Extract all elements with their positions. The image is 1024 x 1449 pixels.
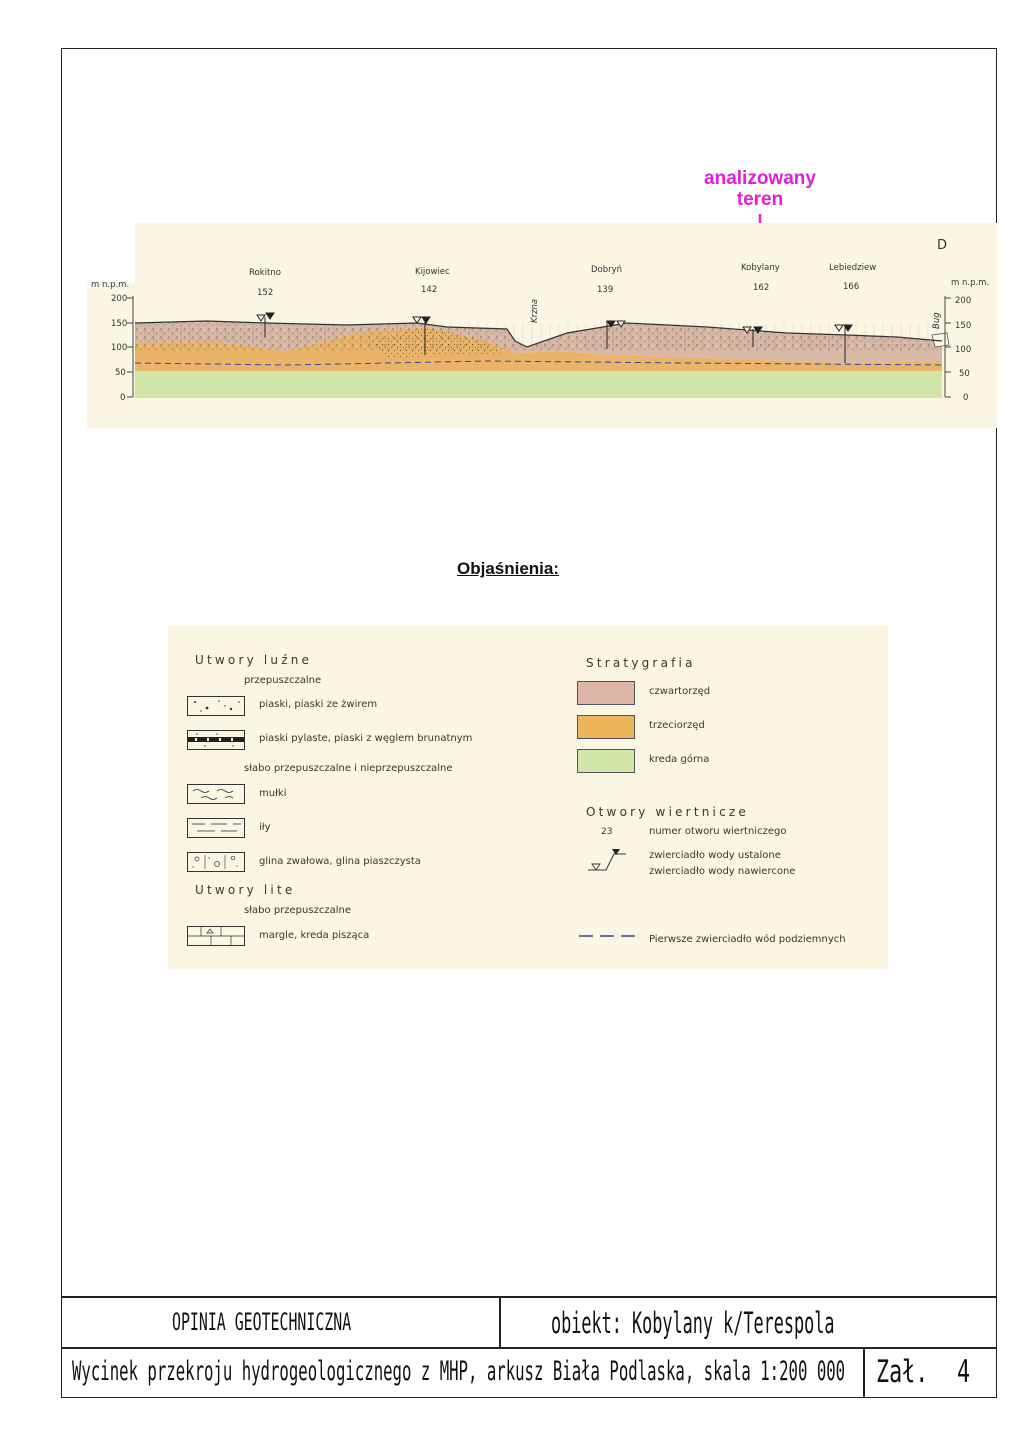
tick-left-50: 50	[115, 368, 126, 378]
tick-left-150: 150	[111, 319, 128, 329]
legend-water-drilled: zwierciadło wody nawiercone	[649, 866, 796, 877]
tick-left-200: 200	[111, 294, 128, 304]
tick-right-150: 150	[955, 321, 972, 331]
legend-first-water: Pierwsze zwierciadło wód podziemnych	[649, 934, 846, 945]
elev-lebiedziew: 166	[843, 282, 860, 292]
legend-well-number-sample: 23	[601, 827, 613, 837]
axis-unit-left: m n.p.m.	[91, 280, 130, 290]
hydrogeological-cross-section	[87, 223, 997, 428]
legend-permeable-label: przepuszczalne	[244, 675, 322, 686]
tick-right-0: 0	[963, 393, 969, 403]
legend-strat-upper-cretaceous: kreda górna	[649, 754, 710, 765]
elev-kijowiec: 142	[421, 285, 438, 295]
pattern-marl-chalk-icon	[187, 926, 245, 946]
tick-left-0: 0	[120, 393, 126, 403]
elev-rokitno: 152	[257, 288, 274, 298]
pattern-silty-sand-coal-icon	[187, 730, 245, 750]
legend-solid-weakly-label: słabo przepuszczalne	[244, 905, 351, 916]
legend-wells-heading: Otwory wiertnicze	[586, 805, 749, 819]
legend-item-silt: mułki	[259, 788, 287, 799]
titleblock-attachment-label: Zał.	[876, 1354, 929, 1390]
legend-item-marl-chalk: margle, kreda pisząca	[259, 930, 370, 941]
legend-item-silty-sand-coal: piaski pylaste, piaski z węglem brunatnym	[259, 733, 473, 744]
legend-solid-heading: Utwory lite	[195, 883, 296, 897]
first-water-dashed-line-icon	[578, 933, 638, 939]
titleblock-divider-top	[499, 1296, 501, 1348]
legend-item-clay: iły	[259, 822, 271, 833]
legend-strat-quaternary: czwartorzęd	[649, 686, 711, 697]
pattern-silt-icon	[187, 784, 245, 804]
place-rokitno: Rokitno	[249, 268, 281, 278]
elev-kobylany: 162	[753, 283, 770, 293]
analyzed-area-annotation	[680, 168, 840, 210]
legend-panel	[168, 626, 888, 969]
place-lebiedziew: Lebiedziew	[829, 263, 877, 273]
legend-weakly-permeable-label: słabo przepuszczalne i nieprzepuszczalne	[244, 763, 453, 774]
legend-item-sand-gravel: piaski, piaski ze żwirem	[259, 699, 378, 710]
pattern-clay-icon	[187, 818, 245, 838]
titleblock-attachment-number: 4	[957, 1354, 971, 1390]
legend-title: Objaśnienia:	[457, 559, 560, 578]
water-table-symbol-icon	[586, 848, 628, 876]
titleblock-object: obiekt: Kobylany k/Terespola	[551, 1306, 835, 1340]
annotation-line-1: analizowany	[704, 168, 816, 189]
titleblock-divider-bottom	[863, 1347, 865, 1398]
legend-water-set: zwierciadło wody ustalone	[649, 850, 781, 861]
pattern-sand-gravel-icon	[187, 696, 245, 716]
tick-left-100: 100	[111, 343, 128, 353]
pattern-till-icon	[187, 852, 245, 872]
cross-section-graphic	[87, 223, 997, 428]
swatch-quaternary	[577, 681, 635, 705]
river-bug-label: Bug	[932, 312, 942, 329]
place-kobylany: Kobylany	[741, 263, 780, 273]
elev-dobryn: 139	[597, 285, 614, 295]
titleblock-description: Wycinek przekroju hydrogeologicznego z MHP, arkusz Biała Podlaska, skala 1:200 000	[72, 1356, 846, 1387]
place-kijowiec: Kijowiec	[415, 267, 450, 277]
place-dobryn: Dobryń	[591, 265, 623, 275]
titleblock-doc-type: OPINIA GEOTECHNICZNA	[172, 1308, 352, 1336]
annotation-line-2: teren	[736, 189, 784, 210]
legend-item-till: glina zwałowa, glina piaszczysta	[259, 856, 421, 867]
legend-loose-heading: Utwory luźne	[195, 653, 313, 667]
section-label-d: D	[937, 238, 948, 253]
swatch-upper-cretaceous	[577, 749, 635, 773]
titleblock-middle-line	[61, 1347, 997, 1349]
axis-unit-right: m n.p.m.	[951, 278, 990, 288]
legend-strat-tertiary: trzeciorzęd	[649, 720, 705, 731]
swatch-tertiary	[577, 715, 635, 739]
tick-right-50: 50	[959, 369, 970, 379]
legend-well-number-label: numer otworu wiertniczego	[649, 826, 787, 837]
legend-strat-heading: Stratygrafia	[586, 656, 696, 670]
tick-right-100: 100	[955, 345, 972, 355]
river-krzna-label: Krzna	[530, 298, 540, 323]
tick-right-200: 200	[955, 296, 972, 306]
titleblock-top-line	[61, 1296, 997, 1298]
